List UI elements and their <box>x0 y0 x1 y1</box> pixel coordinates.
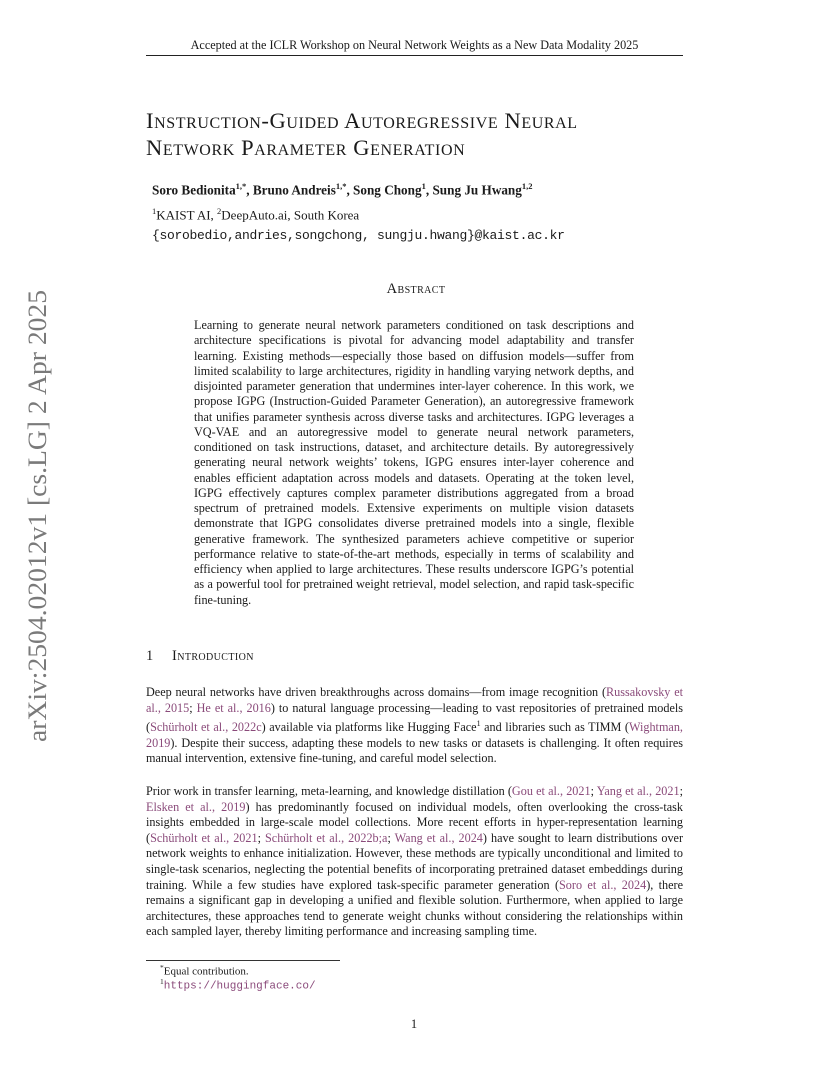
section-number: 1 <box>146 648 154 664</box>
running-header: Accepted at the ICLR Workshop on Neural Network Weights as a New Data Modality 2025 <box>190 38 639 52</box>
paragraph-text: ) available via platforms like Hugging Face <box>261 720 477 735</box>
paragraph-text: ; <box>257 830 266 845</box>
affiliation-org: DeepAuto.ai, South Korea <box>221 207 360 223</box>
paragraph-text: Deep neural networks have driven breakthroughs across domains—from image recognition ( <box>146 685 607 699</box>
author-name: Song Chong <box>353 182 422 198</box>
author-name: Sung Ju Hwang <box>432 182 522 198</box>
paragraph-text: ; <box>679 784 683 798</box>
author-name: Soro Bedionita <box>152 182 236 198</box>
paragraph-text: Prior work in transfer learning, meta-learning, and knowledge distillation ( <box>146 784 512 798</box>
abstract-heading: Abstract <box>386 281 446 297</box>
citation-link[interactable]: Yang et al., 2021 <box>596 784 680 798</box>
citation-link[interactable]: Elsken et al., 2019 <box>146 799 246 814</box>
section-title: Introduction <box>172 648 254 664</box>
title-line-1: Instruction-Guided Autoregressive Neural <box>146 108 578 133</box>
header-rule <box>146 55 683 56</box>
footnote-rule <box>146 960 340 961</box>
footnote-text: Equal contribution. <box>163 965 249 978</box>
citation-link[interactable]: Schürholt et al., 2022b;a <box>265 830 388 845</box>
author-mark: 1,2 <box>521 181 533 191</box>
citation-link[interactable]: He et al., 2016 <box>196 700 271 715</box>
affiliation <box>152 206 359 223</box>
citation-link[interactable]: Wightman, 2019 <box>146 720 683 750</box>
author-mark: 1 <box>421 181 426 191</box>
affiliation-mark: 2 <box>217 206 222 216</box>
paragraph-text: ) to natural language processing—leading to vast repositories of pretrained models ( <box>146 700 683 735</box>
citation-link[interactable]: Russakovsky et al., 2015 <box>146 685 684 715</box>
paragraph-text: ; <box>387 830 395 845</box>
author-list: Soro Bedionita$^{1,*}$, Bruno Andreis$^{1,*}$, Song Chong$^1$, Sung Ju Hwang$^{1,2}$ <box>152 181 533 198</box>
footnote-mark: 1 <box>160 977 164 986</box>
citation-link[interactable]: Schürholt et al., 2021 <box>150 830 258 845</box>
intro-paragraph-2 <box>146 784 683 940</box>
author-mark: 1,* <box>235 181 247 191</box>
citation-link[interactable]: Soro et al., 2024 <box>559 877 647 892</box>
paragraph-text: ) have sought to learn distributions over network weights to enhance initialization. However, these methods are typically unconditional and limited to single-task scenarios, neglecting the potential benefits of incorporating pretrained dataset embeddings during training. While a few studies have explored task-specific parameter generation ( <box>146 830 684 892</box>
footnote-huggingface <box>160 977 316 993</box>
footnote-equal-contribution <box>160 963 249 978</box>
citation-link[interactable]: Schürholt et al., 2022c <box>150 720 262 735</box>
arxiv-stamp <box>0 290 70 760</box>
citation-link[interactable]: Gou et al., 2021 <box>511 784 591 798</box>
paragraph-text: ; <box>189 700 197 715</box>
author-mark: 1,* <box>335 181 347 191</box>
citation-link[interactable]: Wang et al., 2024 <box>394 830 483 845</box>
arxiv-stamp-text: arXiv:2504.02012v1 [cs.LG] 2 Apr 2025 <box>22 307 52 742</box>
affiliation-org: KAIST AI, <box>156 207 218 223</box>
title-line-2: Network Parameter Generation <box>146 135 466 160</box>
author-email[interactable]: {sorobedio,andries,songchong, sungju.hwang}@kaist.ac.kr <box>152 228 565 243</box>
affiliation-mark: 1 <box>152 206 157 216</box>
page-number: 1 <box>410 1017 418 1031</box>
section-heading-introduction <box>146 648 254 665</box>
paragraph-text: ). Despite their success, adapting these models to new tasks or datasets is challenging. It often requires manual intervention, extensive fine-tuning, and careful model selection. <box>146 735 683 766</box>
paragraph-text: ; <box>590 784 597 798</box>
paragraph-text: ), there remains a significant gap in developing a unified and flexible solution. Furthermore, when applied to large architectures, these approaches tend to generate weight chunks without considering the relationships within each sampled layer, thereby limiting performance and increasing sampling time. <box>146 877 684 939</box>
footnote-url-link[interactable]: https://huggingface.co/ <box>163 980 316 993</box>
paragraph-text: and libraries such as TIMM ( <box>480 720 629 735</box>
intro-paragraph-1 <box>146 685 683 767</box>
author-name: Bruno Andreis <box>252 182 336 198</box>
footnote-marker[interactable]: 1 <box>476 719 481 729</box>
paper-title <box>146 107 706 161</box>
abstract-text: Learning to generate neural network parameters conditioned on task descriptions and architecture specifications is pivotal for advancing model adaptability and transfer learning. Existing methods—especially those based on diffusion models—suffer from limited scalability to large architectures, rigidity in handling varying network depths, and disjointed parameter generation that undermines inter-layer coherence. In this work, we propose IGPG (Instruction-Guided Parameter Generation), an autoregressive framework that unifies parameter synthesis across diverse tasks and architectures. IGPG leverages a VQ-VAE and an autoregressive model to generate neural network parameters, conditioned on task instructions, dataset, and architecture details. By autoregressively generating neural network weights’ tokens, IGPG ensures inter-layer coherence and enables efficient adaptation across models and datasets. Operating at the token level, IGPG effectively captures complex parameter distributions aggregated from a broad spectrum of pretrained models. Extensive experiments on multiple vision datasets demonstrate that IGPG consolidates diverse pretrained models into a single, flexible generative framework. The synthesized parameters achieve competitive or superior performance relative to state-of-the-art methods, especially in terms of scalability and efficiency when applied to large architectures. These results underscore IGPG’s potential as a powerful tool for pretrained weight retrieval, model selection, and rapid task-specific fine-tuning. <box>194 318 634 607</box>
paragraph-text: ) has predominantly focused on individual models, often overlooking the cross-task insights embedded in large-scale model collections. More recent efforts in hyper-representation learning ( <box>146 799 684 845</box>
footnote-mark: * <box>160 963 164 972</box>
